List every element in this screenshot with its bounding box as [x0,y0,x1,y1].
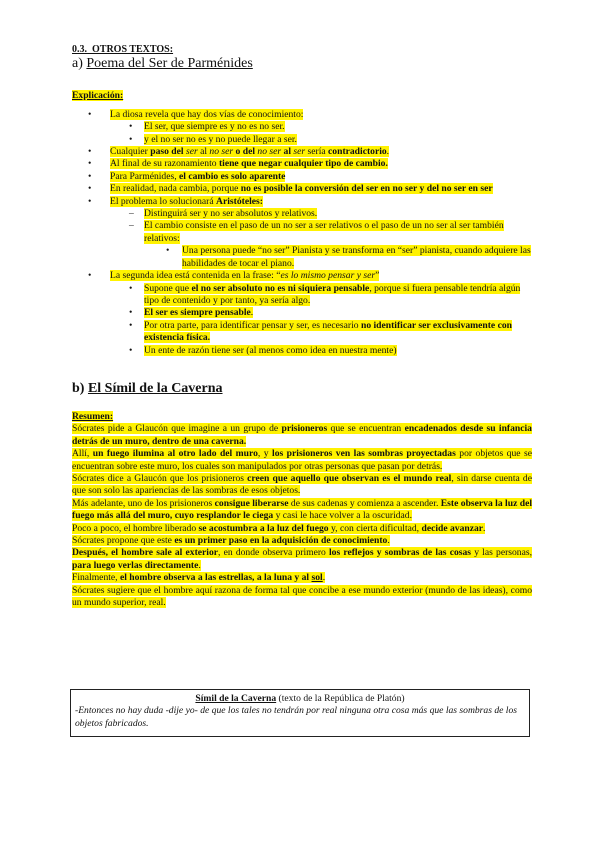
list-item: • Cualquier paso del ser al no ser o del no ser al ser sería contradictorio. [72,146,532,158]
list-item: • La diosa revela que hay dos vías de conocimiento: [72,109,532,121]
section-a-title: a) Poema del Ser de Parménides [72,56,253,72]
heading-title: OTROS TEXTOS: [92,44,174,55]
list-item: • Supone que el no ser absoluto no es ni siquiera pensable, porque si fuera pensable tendría algún tipo de contenido y por tanto, ya sería algo. [72,283,532,308]
list-item: • El ser es siempre pensable. [72,307,532,319]
explicacion-list [72,109,532,357]
list-item: – El cambio consiste en el paso de un no ser a ser relativos o el paso de un no ser al ser también relativos: [72,220,532,245]
document-page [72,44,532,609]
resumen-label: Resumen: [72,410,114,422]
paragraph: Sócrates sugiere que el hombre aquí razona de forma tal que concibe a ese mundo exterior (mundo de las ideas), como un mundo superior, real. [72,584,532,609]
paragraph: Allí, un fuego ilumina al otro lado del muro, y los prisioneros ven las sombras proyectadas por objetos que se encuentran sobre este muro, los cuales son manipulados por otras personas que pasan por detrás. [72,448,532,472]
list-item: • El problema lo solucionará Aristóteles: [72,196,532,208]
list-item: • Al final de su razonamiento tiene que negar cualquier tipo de cambio. [72,158,532,170]
list-item: • La segunda idea está contenida en la frase: “es lo mismo pensar y ser” [72,270,532,282]
heading-number: 0.3. [72,44,87,55]
list-item: • En realidad, nada cambia, porque no es posible la conversión del ser en no ser y del no ser en ser [72,183,532,195]
explicacion-label: Explicación: [72,90,124,102]
paragraph: Más adelante, uno de los prisioneros consigue liberarse de sus cadenas y comienza a ascender. Este observa la luz del fuego más allá del muro, cuyo resplandor le ciega y casi le hace volver a la oscuridad. [72,497,532,522]
section-b-title-text: El Símil de la Caverna [87,380,223,396]
section-heading [72,44,532,56]
quote-box [70,689,530,737]
paragraph: Sócrates dice a Glaucón que los prisioneros creen que aquello que observan es el mundo real, sin darse cuenta de que son solo las apariencias de las sombras de esos objetos. [72,472,532,497]
list-item: • y el no ser no es y no puede llegar a ser. [72,134,532,146]
paragraph: Sócrates pide a Glaucón que imagine a un grupo de prisioneros que se encuentran encadenados desde su infancia detrás de un muro, dentro de una caverna. [72,423,532,447]
section-a-title-text: Poema del Ser de Parménides [86,56,253,72]
list-item: • Por otra parte, para identificar pensar y ser, es necesario no identificar ser exclusivamente con existencia física. [72,320,532,345]
paragraph: Después, el hombre sale al exterior, en donde observa primero los reflejos y sombras de las cosas y las personas, para luego verlas directamente. [72,547,532,571]
paragraph: Finalmente, el hombre observa a las estrellas, a la luna y al sol. [72,572,326,584]
list-item: • Un ente de razón tiene ser (al menos como idea en nuestra mente) [72,345,532,357]
list-item: • Para Parménides, el cambio es solo aparente [72,171,532,183]
section-b-title: b) El Símil de la Caverna [72,380,223,396]
resumen-text [72,423,532,609]
quote-text: -Entonces no hay duda -dije yo- de que los tales no tendrán por real ninguna otra cosa más que las sombras de los objetos fabricados. [75,705,517,729]
paragraph: Poco a poco, el hombre liberado se acostumbra a la luz del fuego y, con cierta dificultad, decide avanzar. [72,522,486,534]
paragraph: Sócrates propone que este es un primer paso en la adquisición de conocimiento. [72,535,390,546]
quote-box-title: Símil de la Caverna (texto de la República de Platón) [195,693,405,704]
list-item: • Una persona puede “no ser” Pianista y se transforma en “ser” pianista, cuando adquiere las habilidades de tocar el piano. [72,245,532,270]
list-item: – Distinguirá ser y no ser absolutos y relativos. [72,208,532,220]
list-item: • El ser, que siempre es y no es no ser. [72,121,532,133]
